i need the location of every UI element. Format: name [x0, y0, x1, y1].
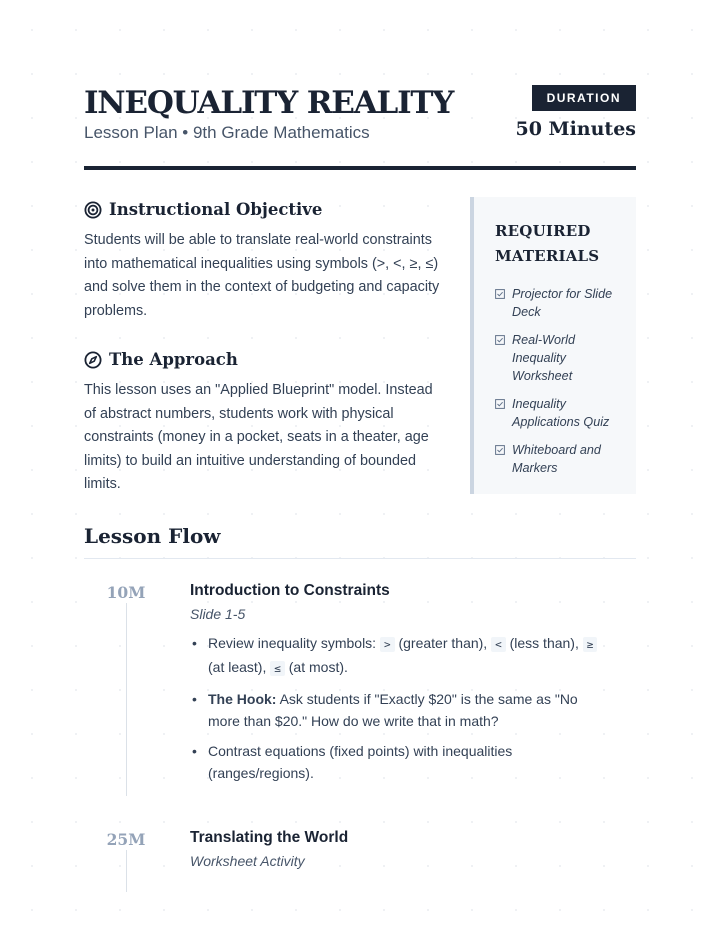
materials-panel: [470, 197, 636, 494]
duration-badge: DURATION: [532, 85, 636, 111]
step-subtitle: Worksheet Activity: [190, 853, 305, 869]
list-item: • Contrast equations (fixed points) with inequalities (ranges/regions).: [190, 740, 610, 784]
material-item: [495, 395, 626, 431]
list-item: • Review inequality symbols: > (greater than), < (less than), ≥ (at least), ≤ (at most).: [190, 632, 610, 680]
materials-title: REQUIRED MATERIALS: [495, 222, 600, 265]
lesson-plan-page: [84, 0, 636, 932]
page-subtitle: Lesson Plan • 9th Grade Mathematics: [84, 123, 370, 142]
page-header: [84, 84, 636, 170]
objective-title: Instructional Objective: [109, 200, 323, 219]
page-title: INEQUALITY REALITY: [84, 85, 454, 121]
duration-value: 50 Minutes: [515, 118, 636, 140]
step-time: 10M: [84, 583, 168, 603]
checkbox-icon: [495, 335, 505, 345]
symbol-code: <: [491, 637, 506, 652]
checkbox-icon: [495, 399, 505, 409]
target-icon: [84, 201, 102, 219]
material-item: [495, 285, 626, 321]
material-item: [495, 331, 626, 385]
symbol-code: ≥: [583, 637, 598, 652]
step-title: Introduction to Constraints: [190, 582, 390, 599]
material-item: [495, 441, 626, 477]
step-bullets: [190, 632, 610, 792]
symbol-code: ≤: [270, 661, 285, 676]
list-item: • The Hook: Ask students if "Exactly $20" is the same as "No more than $20." How do we write that in math?: [190, 688, 610, 732]
objective-heading: [84, 200, 322, 219]
timeline-line: [126, 848, 127, 892]
approach-text: This lesson uses an "Applied Blueprint" model. Instead of abstract numbers, students work with physical constraints (money in a pocket, seats in a theater, age limits) to build an intuitive understanding of bounded limits.: [84, 382, 433, 492]
step-subtitle: Slide 1-5: [190, 606, 246, 622]
approach-title: The Approach: [109, 350, 238, 369]
step-time: 25M: [84, 830, 168, 850]
approach-heading: [84, 350, 238, 369]
symbol-code: >: [380, 637, 395, 652]
timeline-line: [126, 600, 127, 796]
checkbox-icon: [495, 445, 505, 455]
compass-icon: [84, 351, 102, 369]
lesson-flow-title: Lesson Flow: [84, 524, 636, 559]
step-title: Translating the World: [190, 829, 349, 846]
objective-text: Students will be able to translate real-world constraints into mathematical inequalities using symbols (>, <, ≥, ≤) and solve them in the context of budgeting and capacity problems.: [84, 232, 440, 319]
checkbox-icon: [495, 289, 505, 299]
material-label: Projector for Slide Deck: [512, 287, 613, 319]
material-label: Inequality Applications Quiz: [512, 397, 610, 429]
material-label: Whiteboard and Markers: [512, 443, 601, 475]
material-label: Real-World Inequality Worksheet: [512, 333, 575, 383]
